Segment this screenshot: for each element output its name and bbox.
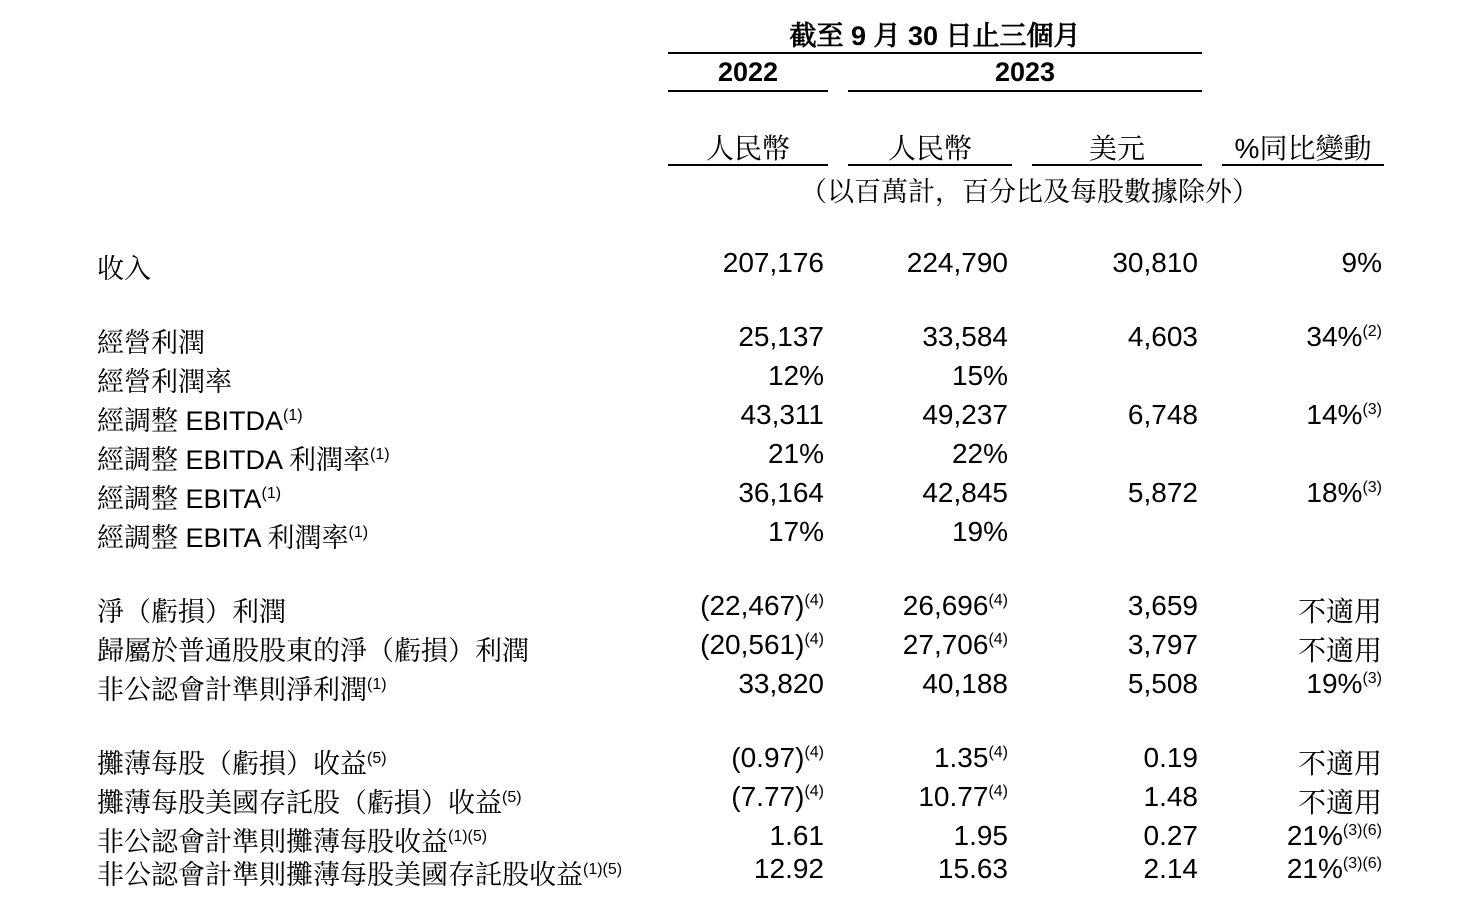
value-2023-usd (1128, 399, 1198, 431)
yoy-change-value (1298, 781, 1382, 821)
value-2023-rmb (954, 820, 1009, 852)
cell-text: 0.19 (1143, 742, 1198, 773)
footnote-marker: (4) (804, 592, 824, 609)
row-label (97, 742, 387, 781)
value-2022-rmb (731, 781, 824, 813)
cell-text: 經調整 EBITA 利潤率 (97, 523, 349, 553)
yoy-change-value (1306, 399, 1382, 431)
row-label (97, 477, 281, 516)
cell-text: 19% (1306, 668, 1363, 699)
footnote-marker: (3)(6) (1342, 822, 1382, 839)
value-2023-usd (1128, 668, 1198, 700)
value-2023-rmb (907, 247, 1008, 279)
cell-text: 1.95 (953, 820, 1008, 851)
yoy-change-value (1306, 321, 1382, 353)
footnote-marker: (5) (367, 750, 387, 767)
value-2023-rmb (922, 477, 1008, 509)
value-2023-rmb (903, 629, 1008, 661)
footnote-marker: (2) (1362, 323, 1382, 340)
value-2023-rmb (903, 590, 1008, 622)
value-2022-rmb (738, 477, 824, 509)
cell-text: 15% (951, 360, 1008, 391)
value-2023-rmb (922, 321, 1008, 353)
cell-text: (20,561) (700, 629, 805, 660)
cell-text: 21% (1286, 853, 1343, 884)
cell-text: 40,188 (922, 668, 1008, 699)
yoy-change-value (1306, 668, 1382, 700)
footnote-marker: (3) (1362, 670, 1382, 687)
cell-text: 30,810 (1112, 247, 1198, 278)
footnote-marker: (1)(5) (583, 861, 623, 878)
footnote-marker: (3) (1362, 401, 1382, 418)
yoy-change-value (1298, 590, 1382, 630)
cell-text: 不適用 (1297, 635, 1382, 666)
footnote-marker: (3)(6) (1342, 855, 1382, 872)
currency-rmb-2022: 人民幣 (705, 133, 790, 164)
row-label (97, 321, 205, 360)
footnote-marker: (1) (367, 676, 387, 693)
cell-text: 21% (767, 438, 824, 469)
cell-text: 207,176 (722, 247, 824, 278)
cell-text: 經營利潤 (97, 328, 205, 358)
cell-text: 非公認會計準則淨利潤 (97, 675, 367, 705)
cell-text: 經調整 EBITA (97, 484, 262, 514)
cell-text: 非公認會計準則攤薄每股收益 (97, 827, 448, 857)
cell-text: 1.48 (1143, 781, 1198, 812)
cell-text: 不適用 (1297, 787, 1382, 818)
cell-text: 42,845 (922, 477, 1008, 508)
cell-text: 經營利潤率 (97, 367, 232, 397)
value-2023-usd (1128, 477, 1198, 509)
value-2023-usd (1128, 629, 1198, 661)
value-2022-rmb (768, 360, 824, 392)
units-note: （以百萬計，百分比及每股數據除外） (800, 177, 1259, 207)
cell-text: 5,872 (1127, 477, 1198, 508)
value-2023-usd (1112, 247, 1198, 279)
row-label (97, 438, 390, 477)
value-2023-usd (1144, 820, 1199, 852)
cell-text: 43,311 (740, 399, 824, 430)
yoy-change-value (1298, 629, 1382, 669)
period-header: 截至 9 月 30 日止三個月 (789, 21, 1081, 51)
cell-text: 收入 (97, 254, 151, 284)
row-label (97, 853, 622, 892)
value-2023-usd (1144, 853, 1199, 885)
cell-text: 4,603 (1127, 321, 1198, 352)
value-2022-rmb (723, 247, 824, 279)
cell-text: 經調整 EBITDA (97, 406, 284, 436)
row-label (97, 247, 151, 286)
row-label (97, 516, 368, 555)
cell-text: 9% (1341, 247, 1382, 278)
footnote-marker: (4) (804, 631, 824, 648)
cell-text: 18% (1306, 477, 1363, 508)
footnote-marker: (4) (804, 744, 824, 761)
year-2022-underline (668, 90, 828, 92)
cell-text: 1.61 (769, 820, 824, 851)
cell-text: 25,137 (738, 321, 824, 352)
footnote-marker: (4) (988, 783, 1008, 800)
usd-underline (1032, 164, 1202, 166)
value-2023-rmb (952, 360, 1008, 392)
cell-text: 非公認會計準則攤薄每股美國存託股收益 (97, 860, 583, 890)
value-2023-rmb (938, 853, 1008, 885)
value-2022-rmb (770, 820, 825, 852)
cell-text: (7.77) (731, 781, 805, 812)
cell-text: 17% (767, 516, 824, 547)
currency-rmb-2023: 人民幣 (887, 133, 972, 164)
cell-text: 19% (951, 516, 1008, 547)
yoy-change-value (1287, 820, 1382, 852)
value-2023-rmb (922, 668, 1008, 700)
cell-text: 攤薄每股美國存託股（虧損）收益 (97, 788, 502, 818)
cell-text: 10.77 (918, 781, 989, 812)
cell-text: 不適用 (1297, 748, 1382, 779)
yoy-change-value (1342, 247, 1382, 279)
footnote-marker: (1)(5) (448, 828, 488, 845)
cell-text: 33,820 (738, 668, 824, 699)
value-2022-rmb (700, 590, 824, 622)
value-2023-usd (1128, 590, 1198, 622)
footnote-marker: (1) (283, 407, 303, 424)
cell-text: 淨（虧損）利潤 (97, 597, 286, 627)
value-2023-rmb (952, 516, 1008, 548)
rmb-2022-underline (668, 164, 828, 166)
footnote-marker: (4) (988, 631, 1008, 648)
value-2022-rmb (768, 438, 824, 470)
cell-text: 5,508 (1127, 668, 1198, 699)
cell-text: 27,706 (902, 629, 989, 660)
yoy-underline (1222, 164, 1384, 166)
footnote-marker: (1) (370, 446, 390, 463)
period-underline (668, 52, 1202, 54)
value-2023-rmb (918, 781, 1008, 813)
year-2022-header: 2022 (717, 57, 779, 87)
footnote-marker: (3) (1362, 479, 1382, 496)
value-2022-rmb (754, 853, 824, 885)
cell-text: 3,797 (1127, 629, 1198, 660)
footnote-marker: (1) (261, 485, 282, 502)
value-2022-rmb (740, 399, 824, 431)
cell-text: (0.97) (731, 742, 805, 773)
cell-text: 21% (1286, 820, 1343, 851)
yoy-change-header: %同比變動 (1234, 133, 1372, 164)
cell-text: 經調整 EBITDA 利潤率 (97, 445, 371, 475)
cell-text: 224,790 (906, 247, 1008, 278)
row-label (97, 781, 522, 820)
footnote-marker: (4) (988, 744, 1008, 761)
year-2023-underline (848, 90, 1202, 92)
row-label (97, 360, 232, 399)
cell-text: 22% (951, 438, 1008, 469)
cell-text: 不適用 (1297, 596, 1382, 627)
cell-text: 34% (1306, 321, 1363, 352)
row-label (97, 668, 387, 707)
yoy-change-value (1298, 742, 1382, 782)
value-2022-rmb (731, 742, 824, 774)
rmb-2023-underline (848, 164, 1012, 166)
value-2023-usd (1144, 742, 1199, 774)
cell-text: 0.27 (1143, 820, 1198, 851)
cell-text: 15.63 (937, 853, 1008, 884)
cell-text: 14% (1306, 399, 1363, 430)
row-label (97, 399, 303, 438)
value-2023-usd (1144, 781, 1199, 813)
footnote-marker: (4) (804, 783, 824, 800)
value-2023-rmb (922, 399, 1008, 431)
cell-text: 1.35 (933, 742, 989, 773)
cell-text: 26,696 (902, 590, 989, 621)
currency-usd: 美元 (1088, 133, 1145, 164)
cell-text: 49,237 (922, 399, 1008, 430)
yoy-change-value (1306, 477, 1382, 509)
value-2022-rmb (768, 516, 824, 548)
row-label (97, 590, 286, 629)
value-2022-rmb (700, 629, 824, 661)
value-2022-rmb (738, 668, 824, 700)
value-2023-usd (1128, 321, 1198, 353)
cell-text: 攤薄每股（虧損）收益 (97, 749, 367, 779)
year-2023-header: 2023 (994, 57, 1056, 87)
yoy-change-value (1287, 853, 1382, 885)
footnote-marker: (4) (988, 592, 1008, 609)
cell-text: 12.92 (753, 853, 824, 884)
cell-text: 2.14 (1143, 853, 1198, 884)
cell-text: 36,164 (738, 477, 824, 508)
cell-text: (22,467) (700, 590, 805, 621)
cell-text: 33,584 (922, 321, 1008, 352)
value-2023-rmb (952, 438, 1008, 470)
cell-text: 歸屬於普通股股東的淨（虧損）利潤 (97, 636, 529, 666)
cell-text: 3,659 (1127, 590, 1198, 621)
footnote-marker: (1) (348, 524, 369, 541)
cell-text: 12% (767, 360, 824, 391)
footnote-marker: (5) (502, 789, 522, 806)
cell-text: 6,748 (1127, 399, 1198, 430)
value-2023-rmb (934, 742, 1008, 774)
value-2022-rmb (738, 321, 824, 353)
row-label (97, 629, 529, 668)
